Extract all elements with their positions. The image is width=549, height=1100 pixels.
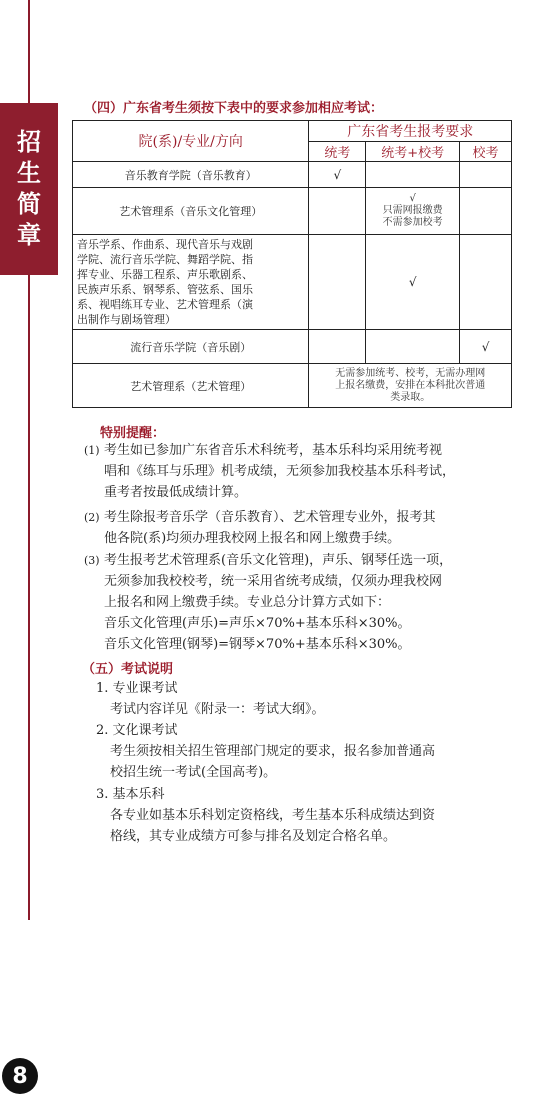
table-cell-merged-note xyxy=(309,364,512,408)
table-group-header: 广东省考生报考要求 xyxy=(309,121,512,142)
text-line: 考试内容详见《附录一：考试大纲》。 xyxy=(110,702,325,717)
text-line: 上报名和网上缴费手续。专业总分计算方式如下： xyxy=(104,595,391,610)
table-cell-name xyxy=(73,235,309,330)
text-line: 音乐文化管理(声乐)=声乐×70%+基本乐科×30%。 xyxy=(104,616,411,631)
text-line: 考生如已参加广东省音乐术科统考，基本乐科均采用统考视 xyxy=(104,443,443,458)
exam-item-heading: 2. 文化课考试 xyxy=(96,723,178,738)
table-cell-name: 艺术管理系（音乐文化管理） xyxy=(73,188,309,235)
table-cell xyxy=(366,162,460,188)
table-cell-note-line: 只需网报缴费 xyxy=(382,205,443,216)
notice-item-number: (1) xyxy=(84,444,100,457)
side-tab-char: 招 xyxy=(17,128,41,156)
text-line: 考生除报考音乐学（音乐教育）、艺术管理专业外，报考其 xyxy=(104,510,436,525)
notice-item-text xyxy=(104,440,455,503)
table-cell-name-line: 民族声乐系、钢琴系、管弦系、国乐 xyxy=(77,283,253,296)
text-line: 考生须按相关招生管理部门规定的要求，报名参加普通高 xyxy=(110,744,436,759)
table-cell-check: √ xyxy=(460,330,512,364)
table-cell xyxy=(460,235,512,330)
table-cell xyxy=(366,330,460,364)
exam-item-text xyxy=(110,741,435,783)
table-cell xyxy=(460,188,512,235)
table-cell-name-line: 系、视唱练耳专业、艺术管理系（演 xyxy=(77,298,253,311)
table-cell-name: 流行音乐学院（音乐剧） xyxy=(73,330,309,364)
table-col-header: 院(系)/专业/方向 xyxy=(73,121,309,162)
left-border-line xyxy=(28,275,30,920)
table-cell xyxy=(309,235,366,330)
text-line: 无须参加我校校考，统一采用省统考成绩，仅须办理我校网 xyxy=(104,574,443,589)
table-cell-name-line: 出制作与剧场管理） xyxy=(77,313,176,326)
notice-title: 特别提醒： xyxy=(100,426,166,441)
notice-item-number: (3) xyxy=(84,554,100,567)
text-line: 考生报考艺术管理系(音乐文化管理)，声乐、钢琴任选一项， xyxy=(104,553,453,568)
table-cell-check: √ xyxy=(409,193,416,204)
table-cell-note-line: 不需参加校考 xyxy=(382,217,443,228)
table-cell-note xyxy=(366,188,460,235)
text-line: 校招生统一考试(全国高考)。 xyxy=(110,765,277,780)
table-row xyxy=(73,330,512,364)
table-cell xyxy=(309,330,366,364)
exam-item-heading: 3. 基本乐科 xyxy=(96,787,165,802)
table-row xyxy=(73,235,512,330)
table-cell-check: √ xyxy=(309,162,366,188)
table-row xyxy=(73,162,512,188)
side-tab-char: 章 xyxy=(17,221,41,249)
table-subheader: 校考 xyxy=(460,142,512,162)
table-row xyxy=(73,364,512,408)
side-tab xyxy=(0,103,58,275)
section5-title: （五）考试说明 xyxy=(82,662,174,677)
exam-item-heading: 1. 专业课考试 xyxy=(96,681,178,696)
text-line: 重考者按最低成绩计算。 xyxy=(104,485,248,500)
table-cell-note-line: 无需参加统考、校考，无需办理网 xyxy=(335,367,486,379)
exam-item-text xyxy=(110,805,435,847)
table-cell-name: 艺术管理系（艺术管理） xyxy=(73,364,309,408)
table-cell-name-line: 音乐学系、作曲系、现代音乐与戏剧 xyxy=(77,238,253,251)
side-tab-char: 简 xyxy=(17,190,41,218)
table-cell-name-line: 挥专业、乐器工程系、声乐歌剧系、 xyxy=(77,268,253,281)
left-border-line xyxy=(28,0,30,103)
page-number-badge: 8 xyxy=(2,1058,38,1094)
table-subheader: 统考 xyxy=(309,142,366,162)
exam-item-text xyxy=(110,699,325,720)
requirements-table xyxy=(72,120,512,408)
notice-item-number: (2) xyxy=(84,511,100,524)
table-cell-name-line: 学院、流行音乐学院、舞蹈学院、指 xyxy=(77,253,253,266)
text-line: 音乐文化管理(钢琴)=钢琴×70%+基本乐科×30%。 xyxy=(104,637,411,652)
text-line: 他各院(系)均须办理我校网上报名和网上缴费手续。 xyxy=(104,531,401,546)
text-line: 唱和《练耳与乐理》机考成绩，无须参加我校基本乐科考试， xyxy=(104,464,456,479)
notice-item-text xyxy=(104,550,452,655)
text-line: 各专业如基本乐科划定资格线，考生基本乐科成绩达到资 xyxy=(110,808,436,823)
section4-title: （四）广东省考生须按下表中的要求参加相应考试： xyxy=(84,101,384,116)
table-cell-check: √ xyxy=(366,235,460,330)
table-cell-note-line: 上报名缴费，安排在本科批次普通 xyxy=(335,379,486,391)
table-cell-name: 音乐教育学院（音乐教育） xyxy=(73,162,309,188)
table-row xyxy=(73,188,512,235)
table-cell xyxy=(460,162,512,188)
table-cell xyxy=(309,188,366,235)
side-tab-char: 生 xyxy=(17,159,41,187)
text-line: 格线，其专业成绩方可参与排名及划定合格名单。 xyxy=(110,829,397,844)
table-subheader: 统考+校考 xyxy=(366,142,460,162)
notice-item-text xyxy=(104,507,436,549)
table-cell-note-line: 类录取。 xyxy=(390,391,431,403)
